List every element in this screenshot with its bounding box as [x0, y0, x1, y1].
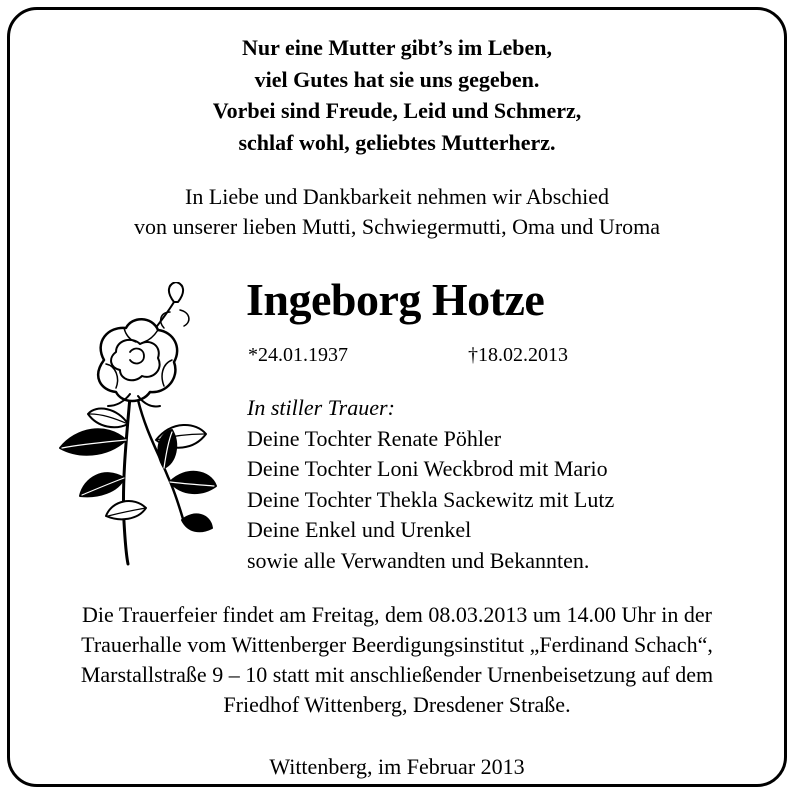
verse-line: viel Gutes hat sie uns gegeben. [254, 66, 540, 92]
ceremony-details [10, 600, 784, 720]
memorial-verse [10, 32, 784, 158]
mourner-line: Deine Tochter Renate Pöhler [247, 425, 502, 451]
verse-line: Vorbei sind Freude, Leid und Schmerz, [212, 98, 582, 123]
mourners-list [247, 393, 614, 577]
ceremony-line: Die Trauerfeier findet am Freitag, dem 08.03.2013 um 14.00 Uhr in der [82, 602, 712, 627]
intro-line: In Liebe und Dankbarkeit nehmen wir Abschied [185, 184, 609, 209]
verse-line: Nur eine Mutter gibt’s im Leben, [241, 35, 552, 60]
rose-icon [46, 282, 218, 567]
death-date: †18.02.2013 [468, 344, 568, 366]
farewell-intro [10, 182, 784, 242]
mourner-line: Deine Tochter Loni Weckbrod mit Mario [247, 456, 608, 482]
deceased-name: Ingeborg Hotze [246, 274, 545, 325]
place-and-date: Wittenberg, im Februar 2013 [269, 754, 525, 779]
mourners-heading: In stiller Trauer: [247, 395, 395, 420]
verse-line: schlaf wohl, geliebtes Mutterherz. [238, 129, 556, 155]
birth-date: *24.01.1937 [248, 344, 348, 366]
mourner-line: sowie alle Verwandten und Bekannten. [247, 547, 590, 573]
ceremony-line: Friedhof Wittenberg, Dresdener Straße. [223, 692, 571, 717]
ceremony-line: Trauerhalle vom Wittenberger Beerdigungsinstitut „Ferdinand Schach“, [81, 632, 713, 657]
ceremony-line: Marstallstraße 9 – 10 statt mit anschließender Urnenbeisetzung auf dem [80, 662, 714, 687]
mourner-line: Deine Tochter Thekla Sackewitz mit Lutz [247, 486, 615, 512]
mourner-line: Deine Enkel und Urenkel [247, 517, 472, 543]
intro-line: von unserer lieben Mutti, Schwiegermutti, Oma und Uroma [133, 214, 661, 239]
obituary-notice [7, 7, 787, 787]
